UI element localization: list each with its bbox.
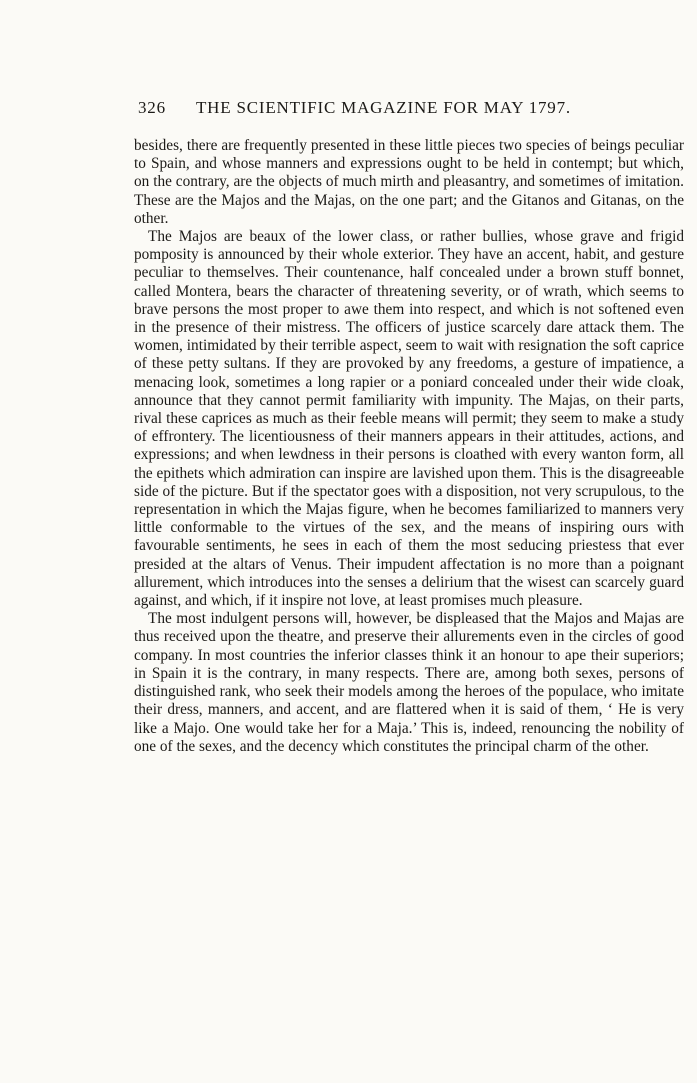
page-number: 326 bbox=[138, 98, 166, 117]
paragraph-1: besides, there are frequently presented in these little pieces two species of beings peculiar to Spain, and whose manners and expressions ought to be held in contempt; but which, on the contrary, are the objects of much mirth and pleasantry, and sometimes of imitation. These are the Majos and the Majas, on the one part; and the Gitanos and Gitanas, on the other. bbox=[134, 137, 684, 227]
paragraph-3: The most indulgent persons will, however, be displeased that the Majos and Majas are thus received upon the theatre, and preserve their allurements even in the circles of good company. In most countries the inferior classes think it an honour to ape their superiors; in Spain it is the contrary, in many respects. There are, among both sexes, persons of distinguished rank, who seek their models among the heroes of the populace, who imitate their dress, manners, and accent, and are flattered when it is said of them, ‘ He is very like a Majo. One would take her for a Maja.’ This is, indeed, renouncing the nobility of one of the sexes, and the decency which constitutes the principal charm of the other. bbox=[134, 610, 684, 755]
running-title: THE SCIENTIFIC MAGAZINE FOR MAY 1797. bbox=[196, 98, 571, 117]
paragraph-2: The Majos are beaux of the lower class, or rather bullies, whose grave and frigid pomposity is announced by their whole exterior. They have an accent, habit, and gesture peculiar to themselves. Their countenance, half concealed under a brown stuff bonnet, called Montera, bears the character of threatening severity, or of wrath, which seems to brave persons the most proper to awe them into respect, and which is not softened even in the presence of their mistress. The officers of justice scarcely dare attack them. The women, intimidated by their terrible aspect, seem to wait with resignation the soft caprice of these petty sultans. If they are provoked by any freedoms, a gesture of impatience, a menacing look, sometimes a long rapier or a poniard concealed under their wide cloak, announce that they cannot permit familiarity with impunity. The Majas, on their parts, rival these caprices as much as their feeble means will permit; they seem to make a study of effrontery. The licentiousness of their manners appears in their attitudes, actions, and expressions; and when lewdness in their persons is cloathed with every wanton form, all the epithets which admiration can inspire are lavished upon them. This is the disagreeable side of the picture. But if the spectator goes with a disposition, not very scrupulous, to the representation in which the Majas figure, when he becomes familiarized to manners very little conformable to the virtues of the sex, and the means of inspiring ours with favourable sentiments, he sees in each of them the most seducing priestess that ever presided at the altars of Venus. Their impudent affectation is no more than a poignant allurement, which introduces into the senses a delirium that the wisest can scarcely guard against, and which, if it inspire not love, at least promises much pleasure. bbox=[134, 228, 684, 610]
article-body bbox=[134, 137, 684, 756]
